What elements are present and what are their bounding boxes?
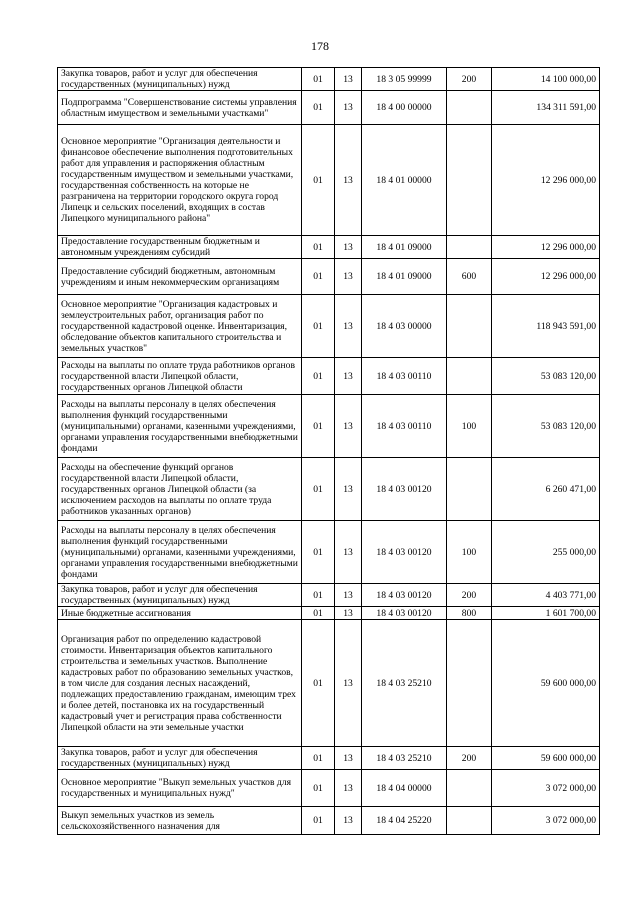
row-rz-code: 13: [335, 747, 362, 770]
row-target-code: 18 4 03 00110: [362, 358, 447, 395]
row-rz-code: 13: [335, 458, 362, 521]
table-row: [58, 620, 600, 747]
row-gr-code: 01: [302, 125, 335, 236]
row-expense-type: [447, 236, 492, 259]
row-target-code: 18 4 03 00120: [362, 521, 447, 584]
row-expense-type: [447, 620, 492, 747]
row-gr-code: 01: [302, 521, 335, 584]
row-name: Основное мероприятие "Организация деятельности и финансовое обеспечение выполнения подготовительных работ для управления и распоряжения областным государственным имуществом и земельными участками, государственная собственность на которые не разграничена на территории городского округа город Липецк и сельских поселений, входящих в состав Липецкого муниципального района": [58, 125, 302, 236]
row-expense-type: [447, 91, 492, 125]
row-name: Основное мероприятие "Выкуп земельных участков для государственных и муниципальных нужд": [58, 770, 302, 807]
row-target-code: 18 4 01 09000: [362, 236, 447, 259]
row-expense-type: [447, 458, 492, 521]
row-gr-code: 01: [302, 358, 335, 395]
table-row: [58, 458, 600, 521]
row-expense-type: 100: [447, 395, 492, 458]
row-target-code: 18 4 03 25210: [362, 620, 447, 747]
row-expense-type: [447, 125, 492, 236]
row-gr-code: 01: [302, 395, 335, 458]
row-rz-code: 13: [335, 584, 362, 607]
row-gr-code: 01: [302, 295, 335, 358]
row-amount: 118 943 591,00: [492, 295, 600, 358]
row-rz-code: 13: [335, 607, 362, 620]
row-name: Иные бюджетные ассигнования: [58, 607, 302, 620]
row-expense-type: [447, 770, 492, 807]
row-expense-type: [447, 807, 492, 835]
row-name: Закупка товаров, работ и услуг для обеспечения государственных (муниципальных) нужд: [58, 584, 302, 607]
row-name: Подпрограмма "Совершенствование системы управления областным имуществом и земельными участками": [58, 91, 302, 125]
row-name: Расходы на обеспечение функций органов государственной власти Липецкой области, государственных органов Липецкой области (за исключением расходов на выплаты по оплате труда работников указанных органов): [58, 458, 302, 521]
row-gr-code: 01: [302, 770, 335, 807]
row-name: Расходы на выплаты персоналу в целях обеспечения выполнения функций государственными (муниципальными) органами, казенными учреждениями, органами управления государственными внебюджетными фондами: [58, 521, 302, 584]
table-row: [58, 68, 600, 91]
table-row: [58, 358, 600, 395]
table-row: [58, 747, 600, 770]
row-amount: 6 260 471,00: [492, 458, 600, 521]
row-target-code: 18 4 04 00000: [362, 770, 447, 807]
row-gr-code: 01: [302, 584, 335, 607]
row-expense-type: [447, 295, 492, 358]
row-amount: 134 311 591,00: [492, 91, 600, 125]
page-number: 178: [311, 39, 329, 53]
row-gr-code: 01: [302, 458, 335, 521]
row-gr-code: 01: [302, 607, 335, 620]
row-gr-code: 01: [302, 259, 335, 295]
row-name: Организация работ по определению кадастровой стоимости. Инвентаризация объектов капитального строительства и земельных участков. Выполнение кадастровых работ по образованию земельных участков, в том числе для создания лесных насаждений, подлежащих предоставлению гражданам, имеющим трех и более детей, постановка их на государственный кадастровый учет и регистрация права собственности Липецкой области на эти земельные участки: [58, 620, 302, 747]
row-gr-code: 01: [302, 91, 335, 125]
row-name: Выкуп земельных участков из земель сельскохозяйственного назначения для: [58, 807, 302, 835]
row-amount: 53 083 120,00: [492, 395, 600, 458]
row-rz-code: 13: [335, 236, 362, 259]
row-amount: 59 600 000,00: [492, 620, 600, 747]
row-amount: 3 072 000,00: [492, 770, 600, 807]
row-target-code: 18 4 03 00120: [362, 584, 447, 607]
table-row: [58, 295, 600, 358]
row-rz-code: 13: [335, 620, 362, 747]
row-amount: 12 296 000,00: [492, 259, 600, 295]
row-expense-type: 200: [447, 584, 492, 607]
table-row: [58, 770, 600, 807]
row-amount: 14 100 000,00: [492, 68, 600, 91]
row-amount: 12 296 000,00: [492, 236, 600, 259]
row-target-code: 18 4 03 00120: [362, 458, 447, 521]
row-rz-code: 13: [335, 68, 362, 91]
row-amount: 255 000,00: [492, 521, 600, 584]
table-row: [58, 395, 600, 458]
table-row: [58, 584, 600, 607]
row-expense-type: 200: [447, 68, 492, 91]
row-expense-type: 200: [447, 747, 492, 770]
row-amount: 59 600 000,00: [492, 747, 600, 770]
row-rz-code: 13: [335, 807, 362, 835]
budget-table: [57, 67, 600, 835]
table-row: [58, 236, 600, 259]
row-amount: 3 072 000,00: [492, 807, 600, 835]
row-rz-code: 13: [335, 295, 362, 358]
row-name: Предоставление субсидий бюджетным, автономным учреждениям и иным некоммерческим организациям: [58, 259, 302, 295]
row-rz-code: 13: [335, 125, 362, 236]
row-expense-type: 800: [447, 607, 492, 620]
table-row: [58, 607, 600, 620]
row-rz-code: 13: [335, 259, 362, 295]
row-rz-code: 13: [335, 395, 362, 458]
row-amount: 1 601 700,00: [492, 607, 600, 620]
row-target-code: 18 3 05 99999: [362, 68, 447, 91]
row-expense-type: 100: [447, 521, 492, 584]
row-expense-type: 600: [447, 259, 492, 295]
row-name: Предоставление государственным бюджетным и автономным учреждениям субсидий: [58, 236, 302, 259]
table-row: [58, 259, 600, 295]
row-name: Основное мероприятие "Организация кадастровых и землеустроительных работ, организация работ по государственной кадастровой оценке. Инвентаризация, обследование объектов капитального строительства и земельных участков": [58, 295, 302, 358]
row-target-code: 18 4 03 25210: [362, 747, 447, 770]
row-amount: 53 083 120,00: [492, 358, 600, 395]
table-row: [58, 807, 600, 835]
row-rz-code: 13: [335, 521, 362, 584]
row-gr-code: 01: [302, 747, 335, 770]
row-name: Расходы на выплаты персоналу в целях обеспечения выполнения функций государственными (муниципальными) органами, казенными учреждениями, органами управления государственными внебюджетными фондами: [58, 395, 302, 458]
row-rz-code: 13: [335, 770, 362, 807]
row-gr-code: 01: [302, 620, 335, 747]
table-row: [58, 91, 600, 125]
row-name: Закупка товаров, работ и услуг для обеспечения государственных (муниципальных) нужд: [58, 68, 302, 91]
row-target-code: 18 4 01 09000: [362, 259, 447, 295]
table-row: [58, 125, 600, 236]
row-amount: 12 296 000,00: [492, 125, 600, 236]
row-gr-code: 01: [302, 807, 335, 835]
row-target-code: 18 4 03 00000: [362, 295, 447, 358]
row-rz-code: 13: [335, 358, 362, 395]
table-row: [58, 521, 600, 584]
row-name: Расходы на выплаты по оплате труда работников органов государственной власти Липецкой области, государственных органов Липецкой области: [58, 358, 302, 395]
row-target-code: 18 4 04 25220: [362, 807, 447, 835]
row-target-code: 18 4 00 00000: [362, 91, 447, 125]
row-rz-code: 13: [335, 91, 362, 125]
row-target-code: 18 4 01 00000: [362, 125, 447, 236]
row-gr-code: 01: [302, 68, 335, 91]
row-expense-type: [447, 358, 492, 395]
row-target-code: 18 4 03 00110: [362, 395, 447, 458]
row-target-code: 18 4 03 00120: [362, 607, 447, 620]
row-name: Закупка товаров, работ и услуг для обеспечения государственных (муниципальных) нужд: [58, 747, 302, 770]
row-gr-code: 01: [302, 236, 335, 259]
row-amount: 4 403 771,00: [492, 584, 600, 607]
